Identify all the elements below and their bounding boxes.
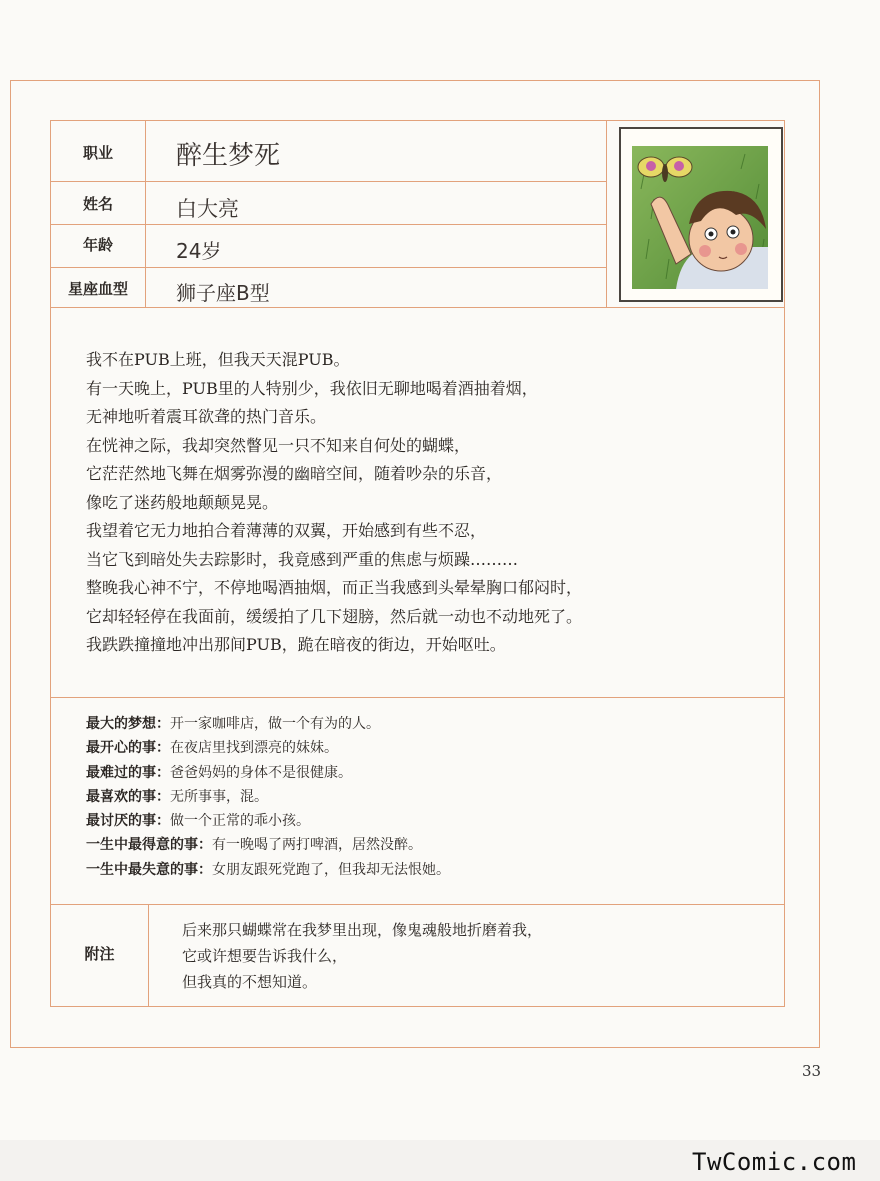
- fact-row: [86, 736, 756, 760]
- zodiac-value: 狮子座B型: [176, 281, 270, 305]
- fact-value: 无所事事，混。: [170, 788, 268, 805]
- story-line: 它却轻轻停在我面前，缓缓拍了几下翅膀，然后就一动也不动地死了。: [86, 606, 583, 626]
- fact-key: 一生中最得意的事：: [86, 837, 212, 854]
- fact-value: 爸爸妈妈的身体不是很健康。: [170, 764, 352, 781]
- facts-list: [86, 712, 756, 882]
- row-divider: [51, 267, 606, 268]
- story-line: 整晚我心神不宁，不停地喝酒抽烟，而正当我感到头晕晕胸口郁闷时，: [86, 578, 583, 597]
- note-label: 附注: [84, 945, 115, 963]
- fact-key: 最讨厌的事：: [86, 813, 170, 830]
- fact-key: 一生中最失意的事：: [86, 861, 212, 878]
- header-bottom-divider: [51, 307, 784, 308]
- note-divider: [148, 904, 149, 1006]
- fact-value: 开一家咖啡店，做一个有为的人。: [170, 716, 380, 732]
- story-line: 我不在PUB上班，但我天天混PUB。: [86, 350, 350, 369]
- story-line: 它茫茫然地飞舞在烟雾弥漫的幽暗空间，随着吵杂的乐音，: [86, 464, 503, 483]
- name-label: 姓名: [82, 195, 113, 213]
- watermark: TwComic.com: [692, 1148, 857, 1176]
- story-line: 当它飞到暗处失去踪影时，我竟感到严重的焦虑与烦躁………: [86, 549, 519, 569]
- story-line: 无神地听着震耳欲聋的热门音乐。: [86, 407, 327, 426]
- name-value: 白大亮: [176, 197, 239, 221]
- portrait-illustration: [619, 127, 783, 302]
- fact-row: [86, 785, 756, 809]
- facts-bottom-divider: [51, 904, 784, 905]
- story-line: 我跌跌撞撞地冲出那间PUB，跪在暗夜的街边，开始呕吐。: [86, 635, 506, 654]
- label-divider: [145, 121, 146, 307]
- row-divider: [51, 224, 606, 225]
- page-number: 33: [802, 1062, 822, 1080]
- note-line: 后来那只蝴蝶常在我梦里出现，像鬼魂般地折磨着我，: [182, 921, 543, 939]
- fact-key: 最喜欢的事：: [86, 788, 170, 805]
- profile-card: [50, 120, 785, 1007]
- occupation-label: 职业: [82, 144, 113, 162]
- fact-key: 最难过的事：: [86, 764, 170, 781]
- fact-row: [86, 712, 756, 736]
- note-text: [182, 917, 542, 995]
- fact-value: 有一晚喝了两打啤酒，居然没醉。: [212, 837, 422, 854]
- row-divider: [51, 181, 606, 182]
- story-line: 像吃了迷药般地颠颠晃晃。: [86, 492, 279, 512]
- age-value: 24岁: [176, 239, 222, 263]
- fact-row: [86, 833, 756, 857]
- zodiac-label: 星座血型: [67, 280, 128, 298]
- story-text: [86, 346, 756, 660]
- fact-key: 最开心的事：: [86, 740, 170, 757]
- fact-row: [86, 761, 756, 785]
- story-line: 有一天晚上，PUB里的人特别少，我依旧无聊地喝着酒抽着烟，: [86, 378, 538, 398]
- fact-row: [86, 809, 756, 833]
- fact-value: 女朋友跟死党跑了，但我却无法恨她。: [212, 861, 450, 878]
- story-bottom-divider: [51, 697, 784, 698]
- fact-value: 做一个正常的乖小孩。: [170, 813, 310, 830]
- note-line: 它或许想要告诉我什么，: [182, 947, 348, 965]
- note-line: 但我真的不想知道。: [182, 973, 318, 991]
- story-line: 在恍神之际，我却突然瞥见一只不知来自何处的蝴蝶，: [86, 435, 471, 455]
- photo-divider: [606, 121, 607, 307]
- fact-key: 最大的梦想：: [86, 716, 170, 732]
- boy-with-butterfly-icon: [621, 129, 781, 300]
- age-label: 年龄: [82, 236, 113, 254]
- fact-row: [86, 858, 756, 882]
- fact-value: 在夜店里找到漂亮的妹妹。: [170, 740, 338, 757]
- occupation-value: 醉生梦死: [176, 141, 281, 171]
- story-line: 我望着它无力地拍合着薄薄的双翼，开始感到有些不忍，: [86, 521, 487, 540]
